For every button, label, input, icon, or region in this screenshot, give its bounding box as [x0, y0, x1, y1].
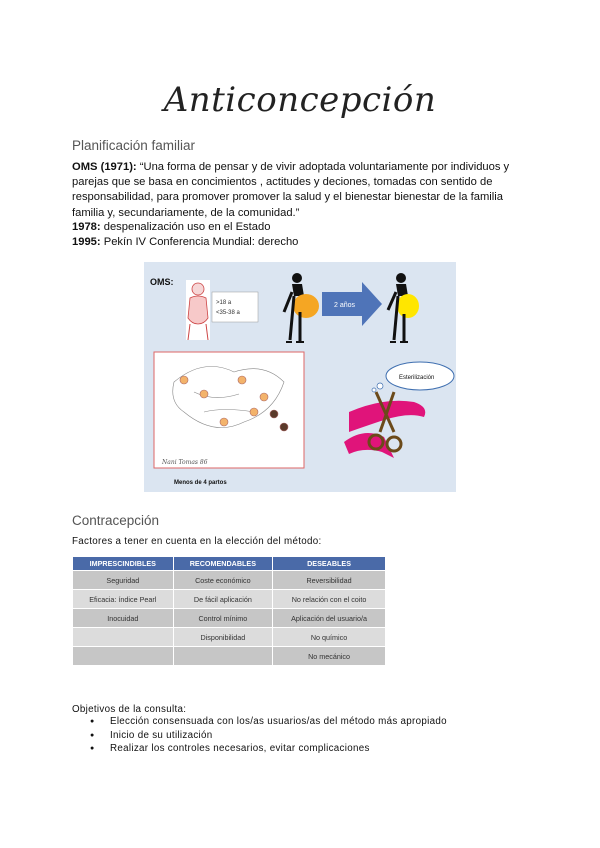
line-1995-label: 1995: — [72, 236, 101, 248]
table-cell — [73, 647, 174, 666]
arrow-label: 2 años — [334, 302, 356, 309]
cloud-label: Esterilización — [399, 375, 435, 381]
line-1978 — [72, 220, 532, 235]
oms-definition — [72, 160, 532, 221]
oms-label: OMS: — [150, 277, 174, 287]
age-box — [212, 292, 258, 322]
oms-definition-label: OMS (1971): — [72, 161, 137, 173]
table-header-deseables: DESEABLES — [273, 557, 386, 571]
family-planning-illustration — [144, 262, 456, 492]
objetivos-label: Objetivos de la consulta: — [72, 704, 187, 715]
method-factors-table — [72, 556, 386, 666]
table-cell: No relación con el coito — [273, 590, 386, 609]
list-item: ● Realizar los controles necesarios, evitar complicaciones — [90, 742, 510, 756]
list-item: ● Elección consensuada con los/as usuarios/as del método más apropiado — [90, 715, 510, 729]
table-cell: Disponibilidad — [173, 628, 272, 647]
table-cell: De fácil aplicación — [173, 590, 272, 609]
table-cell: Inocuidad — [73, 609, 174, 628]
page-title: Anticoncepción — [163, 80, 437, 120]
list-item: ● Inicio de su utilización — [90, 729, 510, 743]
table-cell: No mecánico — [273, 647, 386, 666]
oms-definition-text: “Una forma de pensar y de vivir adoptada voluntariamente por individuos y parejas que se basa en concimientos , actitudes y deciones, tomadas con sentido de responsabilidad, para promover promover la salud y el bienestar bienestar de la familia familia y, secundariamente, de la comunidad.” — [72, 161, 510, 219]
table-header-recomendables: RECOMENDABLES — [173, 557, 272, 571]
drawing-signature: Nani Tomas 86 — [162, 459, 208, 466]
woman-figure-icon — [186, 280, 210, 340]
children-drawing — [154, 352, 304, 468]
scissors-ribbon-icon — [344, 392, 425, 458]
table-cell — [73, 628, 174, 647]
table-cell: Eficacia: índice Pearl — [73, 590, 174, 609]
pregnant-silhouette-yellow-icon — [388, 273, 419, 342]
table-header-row — [73, 557, 386, 571]
figure-caption: Menos de 4 partos — [174, 480, 227, 486]
table-cell: Reversibilidad — [273, 571, 386, 590]
line-1995-text: Pekín IV Conferencia Mundial: derecho — [100, 236, 299, 248]
line-1995 — [72, 235, 532, 250]
table-header-imprescindibles: IMPRESCINDIBLES — [73, 557, 174, 571]
table-row — [73, 628, 386, 647]
age-box-line1: >18 a — [216, 300, 232, 306]
table-row — [73, 609, 386, 628]
pregnant-silhouette-orange-icon — [284, 273, 319, 342]
objetivos-list — [90, 715, 510, 756]
age-box-line2: <35-38 a — [216, 310, 240, 316]
section-heading-planificacion: Planificación familiar — [72, 138, 196, 153]
table-cell: Aplicación del usuario/a — [273, 609, 386, 628]
table-cell — [173, 647, 272, 666]
section-heading-contracepcion: Contracepción — [72, 513, 160, 528]
table-cell: Coste económico — [173, 571, 272, 590]
family-planning-figure — [144, 262, 456, 492]
table-row — [73, 647, 386, 666]
line-1978-label: 1978: — [72, 221, 101, 233]
table-cell: Control mínimo — [173, 609, 272, 628]
table-cell: No químico — [273, 628, 386, 647]
factors-label: Factores a tener en cuenta en la elección del método: — [72, 536, 322, 547]
table-row — [73, 571, 386, 590]
line-1978-text: despenalización uso en el Estado — [100, 221, 271, 233]
table-cell: Seguridad — [73, 571, 174, 590]
table-row — [73, 590, 386, 609]
